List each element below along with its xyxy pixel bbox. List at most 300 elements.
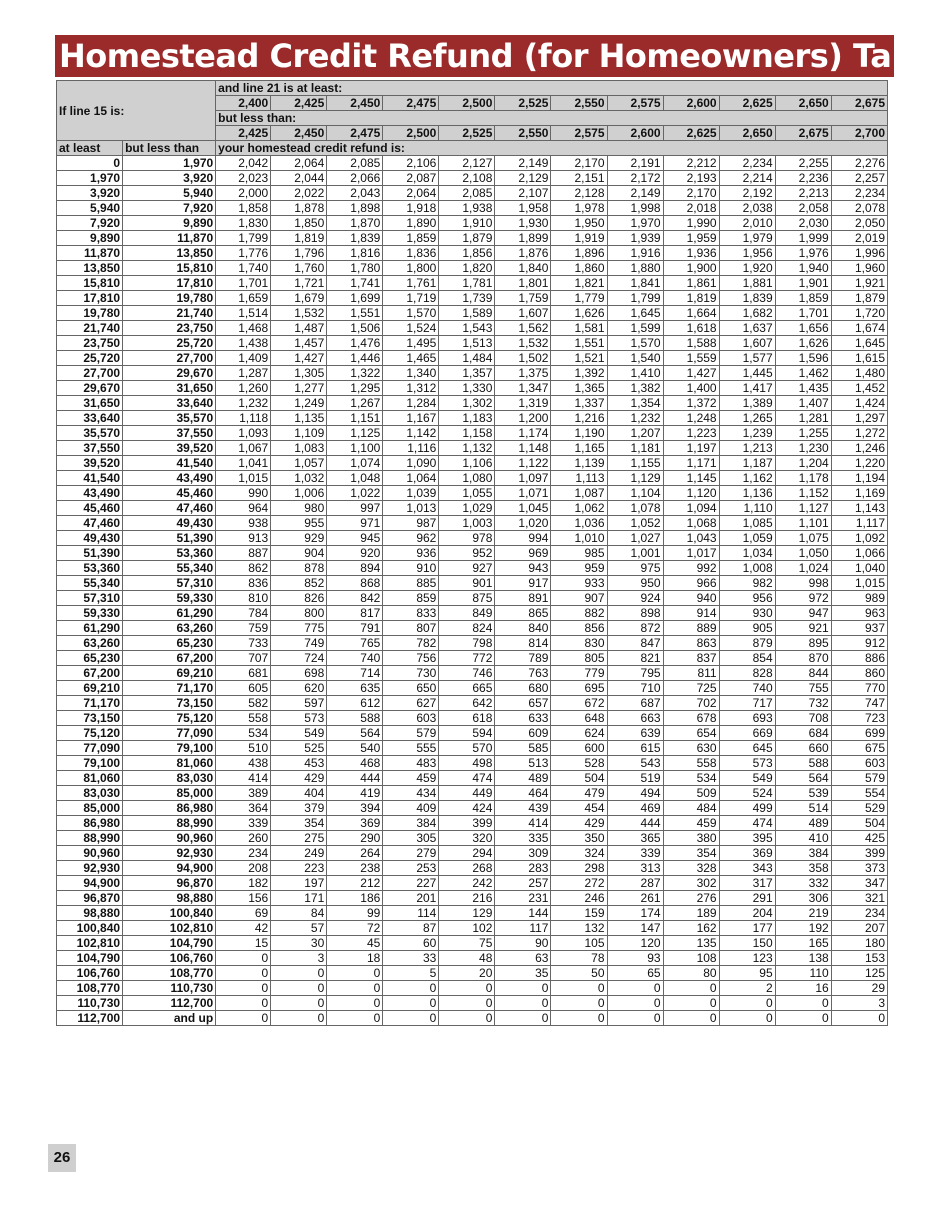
refund-cell: 309 (495, 846, 551, 861)
refund-cell: 1,392 (551, 366, 607, 381)
line15-at-least-cell: 81,060 (57, 771, 123, 786)
refund-cell: 474 (719, 816, 775, 831)
refund-cell: 1,246 (831, 441, 887, 456)
refund-cell: 264 (327, 846, 383, 861)
refund-cell: 573 (271, 711, 327, 726)
refund-cell: 459 (663, 816, 719, 831)
refund-cell: 1,015 (831, 576, 887, 591)
refund-cell: 863 (663, 636, 719, 651)
refund-cell: 989 (831, 591, 887, 606)
line15-at-least-cell: 49,430 (57, 531, 123, 546)
refund-cell: 2,019 (831, 231, 887, 246)
refund-cell: 18 (327, 951, 383, 966)
refund-cell: 1,589 (439, 306, 495, 321)
title-banner (55, 35, 946, 77)
refund-cell: 763 (495, 666, 551, 681)
refund-cell: 555 (383, 741, 439, 756)
line15-less-than-cell: 59,330 (123, 591, 216, 606)
refund-cell: 1,659 (216, 291, 271, 306)
refund-cell: 238 (327, 861, 383, 876)
refund-cell: 630 (663, 741, 719, 756)
refund-cell: 132 (551, 921, 607, 936)
refund-cell: 702 (663, 696, 719, 711)
refund-cell: 509 (663, 786, 719, 801)
refund-cell: 1,645 (607, 306, 663, 321)
refund-cell: 208 (216, 861, 271, 876)
table-row (57, 216, 888, 231)
refund-cell: 1,637 (719, 321, 775, 336)
refund-cell: 2,064 (271, 156, 327, 171)
refund-cell: 2,044 (271, 171, 327, 186)
refund-cell: 1,819 (271, 231, 327, 246)
refund-cell: 291 (719, 891, 775, 906)
refund-cell: 2,010 (719, 216, 775, 231)
line15-at-least-cell: 73,150 (57, 711, 123, 726)
refund-cell: 1,118 (216, 411, 271, 426)
refund-cell: 978 (439, 531, 495, 546)
refund-cell: 1,194 (831, 471, 887, 486)
refund-cell: 0 (327, 966, 383, 981)
refund-cell: 814 (495, 636, 551, 651)
refund-cell: 1,950 (551, 216, 607, 231)
table-row (57, 471, 888, 486)
refund-cell: 1,859 (383, 231, 439, 246)
refund-cell: 0 (216, 1011, 271, 1026)
refund-cell: 364 (216, 801, 271, 816)
table-row (57, 261, 888, 276)
refund-cell: 669 (719, 726, 775, 741)
line15-at-least-cell: 100,840 (57, 921, 123, 936)
refund-cell: 261 (607, 891, 663, 906)
refund-cell: 1,048 (327, 471, 383, 486)
line15-at-least-cell: 0 (57, 156, 123, 171)
refund-cell: 1,204 (775, 456, 831, 471)
line15-less-than-cell: 55,340 (123, 561, 216, 576)
refund-cell: 1,167 (383, 411, 439, 426)
refund-cell: 558 (216, 711, 271, 726)
line15-at-least-cell: 88,990 (57, 831, 123, 846)
refund-cell: 950 (607, 576, 663, 591)
refund-cell: 298 (551, 861, 607, 876)
line15-less-than-cell: 104,790 (123, 936, 216, 951)
refund-cell: 1,495 (383, 336, 439, 351)
line15-less-than-cell: 108,770 (123, 966, 216, 981)
refund-cell: 1,104 (607, 486, 663, 501)
refund-cell: 2,193 (663, 171, 719, 186)
refund-cell: 807 (383, 621, 439, 636)
line15-at-least-cell: 85,000 (57, 801, 123, 816)
refund-cell: 963 (831, 606, 887, 621)
refund-cell: 227 (383, 876, 439, 891)
refund-cell: 1,836 (383, 246, 439, 261)
refund-cell: 947 (775, 606, 831, 621)
refund-cell: 0 (271, 1011, 327, 1026)
refund-cell: 1,052 (607, 516, 663, 531)
refund-cell: 439 (495, 801, 551, 816)
refund-cell: 1,551 (327, 306, 383, 321)
refund-cell: 725 (663, 681, 719, 696)
refund-cell: 1,100 (327, 441, 383, 456)
refund-cell: 1,940 (775, 261, 831, 276)
refund-cell: 1,761 (383, 276, 439, 291)
refund-cell: 1,476 (327, 336, 383, 351)
table-row (57, 171, 888, 186)
refund-cell: 1,117 (831, 516, 887, 531)
header-row-columns (57, 141, 888, 156)
refund-cell: 519 (607, 771, 663, 786)
line15-less-than-cell: 25,720 (123, 336, 216, 351)
refund-cell: 1,113 (551, 471, 607, 486)
refund-cell: 1,213 (719, 441, 775, 456)
refund-cell: 529 (831, 801, 887, 816)
refund-cell: 684 (775, 726, 831, 741)
refund-cell: 534 (663, 771, 719, 786)
refund-cell: 1,302 (439, 396, 495, 411)
refund-cell: 1,720 (831, 306, 887, 321)
refund-cell: 159 (551, 906, 607, 921)
refund-cell: 648 (551, 711, 607, 726)
refund-cell: 369 (327, 816, 383, 831)
refund-cell: 870 (775, 651, 831, 666)
table-row (57, 891, 888, 906)
line15-less-than-cell: 106,760 (123, 951, 216, 966)
line15-at-least-cell: 33,640 (57, 411, 123, 426)
refund-cell: 99 (327, 906, 383, 921)
refund-cell: 1,417 (719, 381, 775, 396)
table-row (57, 426, 888, 441)
refund-cell: 453 (271, 756, 327, 771)
line15-at-least-cell: 98,880 (57, 906, 123, 921)
refund-cell: 882 (551, 606, 607, 621)
refund-cell: 1,151 (327, 411, 383, 426)
refund-cell: 1,330 (439, 381, 495, 396)
table-row (57, 906, 888, 921)
refund-cell: 966 (663, 576, 719, 591)
refund-cell: 924 (607, 591, 663, 606)
line15-at-least-cell: 35,570 (57, 426, 123, 441)
line15-at-least-cell: 55,340 (57, 576, 123, 591)
refund-cell: 1,312 (383, 381, 439, 396)
table-row (57, 756, 888, 771)
refund-cell: 937 (831, 621, 887, 636)
refund-cell: 564 (327, 726, 383, 741)
refund-cell: 665 (439, 681, 495, 696)
refund-cell: 2,043 (327, 186, 383, 201)
line15-less-than-cell: 75,120 (123, 711, 216, 726)
refund-cell: 513 (495, 756, 551, 771)
refund-cell: 1,006 (271, 486, 327, 501)
refund-cell: 840 (495, 621, 551, 636)
line15-less-than-cell: 83,030 (123, 771, 216, 786)
refund-cell: 2,214 (719, 171, 775, 186)
refund-cell: 1,860 (551, 261, 607, 276)
refund-cell: 110 (775, 966, 831, 981)
refund-cell: 956 (719, 591, 775, 606)
line15-less-than-cell: 110,730 (123, 981, 216, 996)
refund-cell: 1,039 (383, 486, 439, 501)
refund-cell: 171 (271, 891, 327, 906)
line15-less-than-cell: 9,890 (123, 216, 216, 231)
refund-cell: 1,407 (775, 396, 831, 411)
refund-cell: 1,645 (831, 336, 887, 351)
line15-at-least-cell: 92,930 (57, 861, 123, 876)
refund-cell: 1,409 (216, 351, 271, 366)
refund-cell: 889 (663, 621, 719, 636)
refund-cell: 1,956 (719, 246, 775, 261)
refund-cell: 879 (719, 636, 775, 651)
refund-cell: 998 (775, 576, 831, 591)
line15-at-least-cell: 110,730 (57, 996, 123, 1011)
refund-cell: 5 (383, 966, 439, 981)
refund-cell: 347 (831, 876, 887, 891)
line15-less-than-cell: 11,870 (123, 231, 216, 246)
refund-cell: 1,532 (271, 306, 327, 321)
line21-at-least-value: 2,450 (327, 96, 383, 111)
line15-less-than-cell: 31,650 (123, 381, 216, 396)
refund-cell: 554 (831, 786, 887, 801)
line15-at-least-cell: 96,870 (57, 891, 123, 906)
refund-cell: 570 (439, 741, 495, 756)
line15-less-than-cell: 15,810 (123, 261, 216, 276)
refund-cell: 2,234 (831, 186, 887, 201)
refund-cell: 1,034 (719, 546, 775, 561)
refund-cell: 1,901 (775, 276, 831, 291)
refund-cell: 0 (216, 981, 271, 996)
refund-cell: 811 (663, 666, 719, 681)
refund-cell: 1,540 (607, 351, 663, 366)
line21-less-than-value: 2,600 (607, 126, 663, 141)
refund-cell: 294 (439, 846, 495, 861)
refund-cell: 1,171 (663, 456, 719, 471)
line15-less-than-cell: 67,200 (123, 651, 216, 666)
refund-cell: 1,998 (607, 201, 663, 216)
refund-cell: 0 (216, 996, 271, 1011)
refund-cell: 1,781 (439, 276, 495, 291)
refund-cell: 1,424 (831, 396, 887, 411)
line21-at-least-value: 2,650 (775, 96, 831, 111)
refund-cell: 414 (495, 816, 551, 831)
at-least-col-header: at least (57, 141, 123, 156)
refund-cell: 15 (216, 936, 271, 951)
refund-cell: 0 (216, 966, 271, 981)
refund-cell: 525 (271, 741, 327, 756)
line21-at-least-value: 2,425 (271, 96, 327, 111)
refund-cell: 755 (775, 681, 831, 696)
refund-cell: 1,295 (327, 381, 383, 396)
refund-cell: 549 (719, 771, 775, 786)
and-line21-label: and line 21 is at least: (216, 81, 888, 96)
line15-less-than-cell: 57,310 (123, 576, 216, 591)
refund-cell: 63 (495, 951, 551, 966)
refund-cell: 714 (327, 666, 383, 681)
refund-cell: 1,978 (551, 201, 607, 216)
line15-at-least-cell: 69,210 (57, 681, 123, 696)
refund-cell: 994 (495, 531, 551, 546)
refund-cell: 1,127 (775, 501, 831, 516)
refund-cell: 564 (775, 771, 831, 786)
refund-cell: 1,092 (831, 531, 887, 546)
table-row (57, 546, 888, 561)
table-row (57, 786, 888, 801)
refund-cell: 1,050 (775, 546, 831, 561)
refund-cell: 779 (551, 666, 607, 681)
table-row (57, 561, 888, 576)
table-row (57, 636, 888, 651)
table-row (57, 231, 888, 246)
refund-cell: 1,446 (327, 351, 383, 366)
line15-less-than-cell: 86,980 (123, 801, 216, 816)
refund-cell: 2,030 (775, 216, 831, 231)
refund-cell: 0 (495, 996, 551, 1011)
refund-cell: 1,664 (663, 306, 719, 321)
refund-cell: 1,382 (607, 381, 663, 396)
refund-cell: 1,200 (495, 411, 551, 426)
refund-cell: 1,878 (271, 201, 327, 216)
refund-cell: 872 (607, 621, 663, 636)
refund-cell: 1,305 (271, 366, 327, 381)
refund-cell: 1,013 (383, 501, 439, 516)
refund-cell: 1,148 (495, 441, 551, 456)
refund-cell: 275 (271, 831, 327, 846)
refund-cell: 746 (439, 666, 495, 681)
refund-cell: 320 (439, 831, 495, 846)
refund-cell: 1,900 (663, 261, 719, 276)
refund-cell: 1,819 (663, 291, 719, 306)
line15-at-least-cell: 108,770 (57, 981, 123, 996)
line15-less-than-cell: 17,810 (123, 276, 216, 291)
refund-cell: 678 (663, 711, 719, 726)
if-line-15-label: If line 15 is: (57, 81, 216, 141)
refund-cell: 2,064 (383, 186, 439, 201)
refund-cell: 612 (327, 696, 383, 711)
refund-cell: 940 (663, 591, 719, 606)
refund-cell: 660 (775, 741, 831, 756)
line15-less-than-cell: 79,100 (123, 741, 216, 756)
refund-cell: 1,027 (607, 531, 663, 546)
refund-cell: 29 (831, 981, 887, 996)
line15-at-least-cell: 106,760 (57, 966, 123, 981)
refund-cell: 1,701 (775, 306, 831, 321)
refund-cell: 1,599 (607, 321, 663, 336)
refund-cell: 868 (327, 576, 383, 591)
refund-cell: 707 (216, 651, 271, 666)
refund-cell: 987 (383, 516, 439, 531)
refund-cell: 499 (719, 801, 775, 816)
refund-cell: 474 (439, 771, 495, 786)
refund-cell: 1,181 (607, 441, 663, 456)
refund-table (56, 80, 888, 1026)
line21-less-than-value: 2,525 (439, 126, 495, 141)
refund-cell: 821 (607, 651, 663, 666)
refund-cell: 30 (271, 936, 327, 951)
refund-cell: 125 (831, 966, 887, 981)
line15-less-than-cell: 100,840 (123, 906, 216, 921)
line15-less-than-cell: 71,170 (123, 681, 216, 696)
refund-cell: 0 (775, 1011, 831, 1026)
refund-cell: 2,234 (719, 156, 775, 171)
refund-cell: 654 (663, 726, 719, 741)
refund-cell: 1,799 (607, 291, 663, 306)
table-row (57, 726, 888, 741)
refund-cell: 687 (607, 696, 663, 711)
table-row (57, 321, 888, 336)
refund-cell: 1,281 (775, 411, 831, 426)
refund-cell: 0 (383, 996, 439, 1011)
table-row (57, 441, 888, 456)
refund-cell: 65 (607, 966, 663, 981)
refund-cell: 424 (439, 801, 495, 816)
refund-cell: 927 (439, 561, 495, 576)
refund-cell: 444 (607, 816, 663, 831)
refund-cell: 962 (383, 531, 439, 546)
refund-cell: 1,080 (439, 471, 495, 486)
refund-cell: 945 (327, 531, 383, 546)
table-row (57, 411, 888, 426)
refund-cell: 800 (271, 606, 327, 621)
line15-at-least-cell: 29,670 (57, 381, 123, 396)
line21-less-than-value: 2,450 (271, 126, 327, 141)
refund-cell: 105 (551, 936, 607, 951)
refund-cell: 1,976 (775, 246, 831, 261)
refund-cell: 1,487 (271, 321, 327, 336)
refund-cell: 1,970 (607, 216, 663, 231)
refund-cell: 1,319 (495, 396, 551, 411)
refund-cell: 354 (663, 846, 719, 861)
refund-cell: 0 (439, 996, 495, 1011)
refund-cell: 102 (439, 921, 495, 936)
line21-at-least-value: 2,475 (383, 96, 439, 111)
refund-cell: 419 (327, 786, 383, 801)
refund-cell: 1,779 (551, 291, 607, 306)
line15-at-least-cell: 37,550 (57, 441, 123, 456)
table-row (57, 666, 888, 681)
refund-cell: 830 (551, 636, 607, 651)
refund-cell: 1,543 (439, 321, 495, 336)
refund-cell: 1,165 (551, 441, 607, 456)
refund-cell: 0 (607, 996, 663, 1011)
line15-less-than-cell: 112,700 (123, 996, 216, 1011)
refund-cell: 895 (775, 636, 831, 651)
refund-cell: 1,136 (719, 486, 775, 501)
table-row (57, 591, 888, 606)
refund-cell: 1,570 (383, 306, 439, 321)
refund-cell: 1,830 (216, 216, 271, 231)
refund-cell: 1,445 (719, 366, 775, 381)
line15-at-least-cell: 11,870 (57, 246, 123, 261)
refund-cell: 514 (775, 801, 831, 816)
refund-cell: 938 (216, 516, 271, 531)
line15-less-than-cell: 88,990 (123, 816, 216, 831)
refund-cell: 837 (663, 651, 719, 666)
refund-cell: 784 (216, 606, 271, 621)
refund-cell: 350 (551, 831, 607, 846)
line15-at-least-cell: 39,520 (57, 456, 123, 471)
refund-cell: 681 (216, 666, 271, 681)
refund-cell: 1,109 (271, 426, 327, 441)
refund-cell: 775 (271, 621, 327, 636)
refund-cell: 770 (831, 681, 887, 696)
table-row (57, 981, 888, 996)
refund-cell: 182 (216, 876, 271, 891)
refund-cell: 2,085 (439, 186, 495, 201)
refund-cell: 817 (327, 606, 383, 621)
refund-cell: 914 (663, 606, 719, 621)
refund-cell: 828 (719, 666, 775, 681)
refund-cell: 1,220 (831, 456, 887, 471)
refund-cell: 1,861 (663, 276, 719, 291)
refund-cell: 558 (663, 756, 719, 771)
table-row (57, 711, 888, 726)
